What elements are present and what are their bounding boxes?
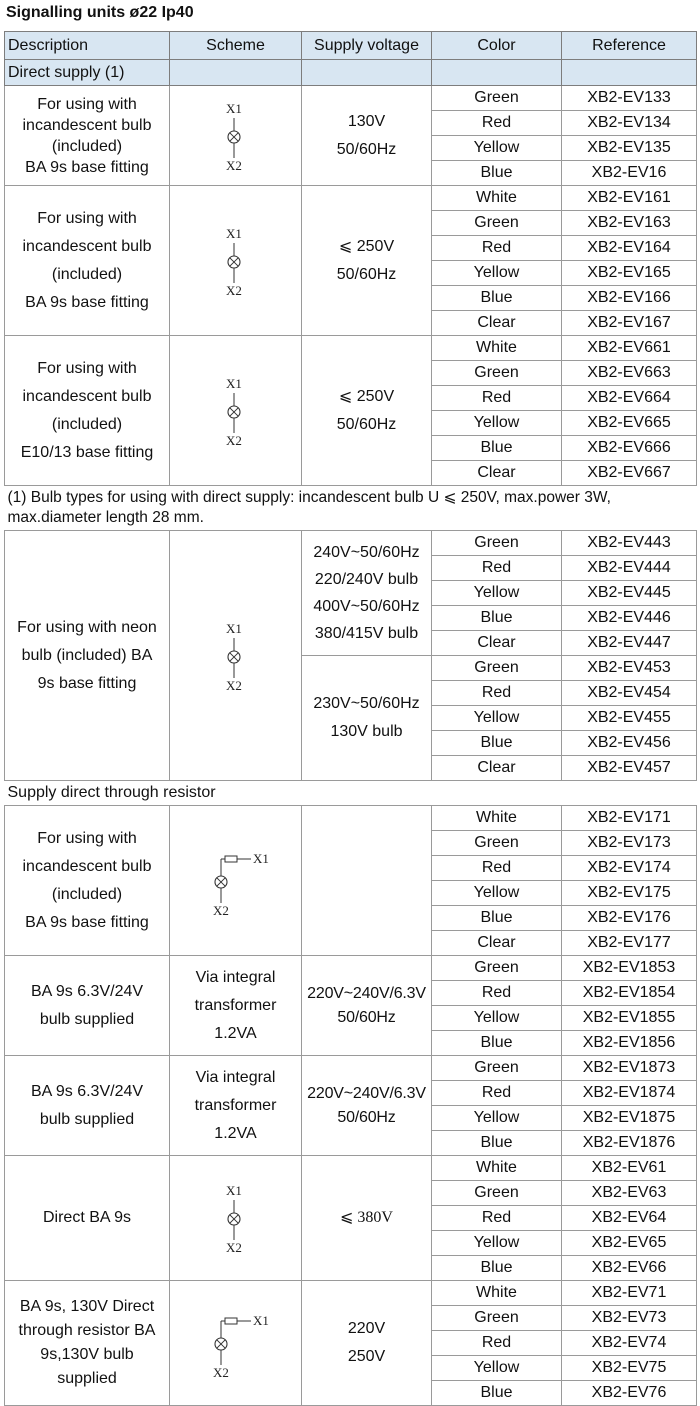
scheme-cell bbox=[170, 336, 302, 486]
color-cell: Red bbox=[432, 681, 562, 706]
reference-cell: XB2-EV177 bbox=[562, 931, 697, 956]
color-cell: Blue bbox=[432, 1031, 562, 1056]
color-cell: Blue bbox=[432, 1131, 562, 1156]
text-line: For using with bbox=[37, 209, 137, 227]
description-cell bbox=[5, 86, 170, 186]
text-line: ⩽ 380V bbox=[340, 1209, 393, 1226]
color-cell: Yellow bbox=[432, 581, 562, 606]
color-cell: Blue bbox=[432, 161, 562, 186]
color-cell: Red bbox=[432, 981, 562, 1006]
text-line: transformer bbox=[194, 996, 277, 1014]
color-cell: White bbox=[432, 1156, 562, 1181]
reference-cell: XB2-EV167 bbox=[562, 311, 697, 336]
supply-voltage-cell bbox=[302, 1281, 432, 1406]
x2-label: X2 bbox=[225, 432, 242, 448]
description-cell bbox=[5, 1056, 170, 1156]
table-row bbox=[5, 336, 697, 361]
reference-cell: XB2-EV1853 bbox=[562, 956, 697, 981]
supply-voltage-cell bbox=[302, 531, 432, 656]
color-cell: Yellow bbox=[432, 1006, 562, 1031]
supply-voltage-cell bbox=[302, 86, 432, 186]
reference-cell: XB2-EV76 bbox=[562, 1381, 697, 1406]
color-cell: Red bbox=[432, 856, 562, 881]
reference-cell: XB2-EV1855 bbox=[562, 1006, 697, 1031]
text-line: BA 9s base fitting bbox=[25, 913, 149, 931]
x2-label: X2 bbox=[225, 677, 242, 693]
text-line: supplied bbox=[57, 1370, 117, 1387]
reference-cell: XB2-EV1875 bbox=[562, 1106, 697, 1131]
header-color: Color bbox=[432, 32, 562, 60]
text-line: BA 9s 6.3V/24V bbox=[30, 1082, 144, 1100]
supply-voltage-cell bbox=[302, 956, 432, 1056]
description-cell bbox=[5, 336, 170, 486]
reference-cell: XB2-EV1854 bbox=[562, 981, 697, 1006]
text-line: 400V~50/60Hz bbox=[313, 598, 420, 615]
color-cell: White bbox=[432, 1281, 562, 1306]
reference-cell: XB2-EV135 bbox=[562, 136, 697, 161]
color-cell: Green bbox=[432, 531, 562, 556]
text-line: 50/60Hz bbox=[337, 1008, 396, 1026]
color-cell: Clear bbox=[432, 461, 562, 486]
text-line: 50/60Hz bbox=[336, 140, 397, 158]
lamp-scheme-icon bbox=[201, 221, 271, 301]
color-cell: Yellow bbox=[432, 261, 562, 286]
reference-cell: XB2-EV65 bbox=[562, 1231, 697, 1256]
color-cell: Yellow bbox=[432, 1356, 562, 1381]
table-row bbox=[5, 956, 697, 981]
text-line: 380/415V bulb bbox=[314, 625, 419, 642]
table-row bbox=[5, 86, 697, 111]
text-line: incandescent bulb bbox=[22, 387, 152, 405]
color-cell: Green bbox=[432, 1056, 562, 1081]
table-row bbox=[5, 1156, 697, 1181]
text-line: 220/240V bulb bbox=[314, 571, 419, 588]
color-cell: Red bbox=[432, 236, 562, 261]
color-cell: Green bbox=[432, 656, 562, 681]
x1-label: X1 bbox=[225, 375, 242, 391]
resistor-lamp-scheme-icon bbox=[201, 1303, 271, 1383]
reference-cell: XB2-EV457 bbox=[562, 756, 697, 781]
color-cell: Yellow bbox=[432, 706, 562, 731]
color-cell: Yellow bbox=[432, 881, 562, 906]
color-cell: Blue bbox=[432, 286, 562, 311]
reference-cell: XB2-EV61 bbox=[562, 1156, 697, 1181]
reference-cell: XB2-EV663 bbox=[562, 361, 697, 386]
text-line: Direct BA 9s bbox=[42, 1209, 132, 1226]
x2-label: X2 bbox=[212, 902, 229, 918]
color-cell: White bbox=[432, 336, 562, 361]
reference-cell: XB2-EV75 bbox=[562, 1356, 697, 1381]
reference-cell: XB2-EV165 bbox=[562, 261, 697, 286]
reference-cell: XB2-EV66 bbox=[562, 1256, 697, 1281]
x1-label: X1 bbox=[252, 850, 269, 866]
table-row bbox=[5, 1281, 697, 1306]
reference-cell: XB2-EV455 bbox=[562, 706, 697, 731]
x1-label: X1 bbox=[252, 1313, 269, 1328]
header-reference: Reference bbox=[562, 32, 697, 60]
reference-cell: XB2-EV134 bbox=[562, 111, 697, 136]
color-cell: Yellow bbox=[432, 1106, 562, 1131]
x1-label: X1 bbox=[225, 1183, 242, 1198]
scheme-cell bbox=[170, 956, 302, 1056]
text-line: 50/60Hz bbox=[336, 415, 397, 433]
text-line: 230V~50/60Hz bbox=[313, 695, 420, 712]
table-row bbox=[5, 186, 697, 211]
reference-cell: XB2-EV444 bbox=[562, 556, 697, 581]
text-line: E10/13 base fitting bbox=[20, 443, 154, 461]
supply-voltage-cell bbox=[302, 806, 432, 956]
text-line: 130V bbox=[347, 112, 386, 130]
reference-cell: XB2-EV666 bbox=[562, 436, 697, 461]
reference-cell: XB2-EV173 bbox=[562, 831, 697, 856]
text-line: For using with neon bbox=[17, 618, 157, 636]
color-cell: Green bbox=[432, 1181, 562, 1206]
color-cell: Green bbox=[432, 1306, 562, 1331]
description-cell bbox=[5, 956, 170, 1056]
text-line: BA 9s 6.3V/24V bbox=[30, 982, 144, 1000]
text-line: 9s base fitting bbox=[37, 674, 137, 692]
reference-cell: XB2-EV1874 bbox=[562, 1081, 697, 1106]
reference-cell: XB2-EV661 bbox=[562, 336, 697, 361]
text-line: 50/60Hz bbox=[336, 265, 397, 283]
text-line: ⩽ 250V bbox=[338, 237, 395, 255]
x1-label: X1 bbox=[225, 225, 242, 241]
text-line: BA 9s, 130V Direct bbox=[19, 1298, 155, 1315]
reference-cell: XB2-EV1876 bbox=[562, 1131, 697, 1156]
reference-cell: XB2-EV175 bbox=[562, 881, 697, 906]
reference-cell: XB2-EV16 bbox=[562, 161, 697, 186]
text-line: (included) bbox=[51, 885, 123, 903]
text-line: 50/60Hz bbox=[337, 1108, 396, 1126]
text-line: bulb (included) BA bbox=[21, 646, 153, 664]
description-cell bbox=[5, 1156, 170, 1281]
text-line: 130V bulb bbox=[330, 723, 403, 740]
table-row bbox=[5, 806, 697, 831]
color-cell: Red bbox=[432, 1206, 562, 1231]
scheme-cell bbox=[170, 531, 302, 781]
reference-cell: XB2-EV166 bbox=[562, 286, 697, 311]
x2-label: X2 bbox=[225, 282, 242, 298]
footnote-row bbox=[5, 486, 697, 531]
section-row bbox=[5, 60, 697, 86]
text-line: (included) bbox=[51, 415, 123, 433]
reference-cell: XB2-EV73 bbox=[562, 1306, 697, 1331]
scheme-cell bbox=[170, 1056, 302, 1156]
color-cell: Red bbox=[432, 1331, 562, 1356]
lamp-scheme-icon bbox=[201, 1178, 271, 1258]
supply-voltage-cell bbox=[302, 1056, 432, 1156]
color-cell: Red bbox=[432, 111, 562, 136]
header-description: Description bbox=[5, 32, 170, 60]
signalling-units-table bbox=[4, 31, 697, 1406]
reference-cell: XB2-EV456 bbox=[562, 731, 697, 756]
description-cell bbox=[5, 531, 170, 781]
reference-cell: XB2-EV1873 bbox=[562, 1056, 697, 1081]
reference-cell: XB2-EV63 bbox=[562, 1181, 697, 1206]
text-line: incandescent bulb bbox=[22, 116, 152, 134]
text-line: For using with bbox=[37, 829, 137, 847]
reference-cell: XB2-EV664 bbox=[562, 386, 697, 411]
color-cell: White bbox=[432, 806, 562, 831]
color-cell: Clear bbox=[432, 756, 562, 781]
scheme-cell bbox=[170, 86, 302, 186]
page-title: Signalling units ø22 Ip40 bbox=[6, 4, 194, 21]
text-line: Via integral bbox=[195, 968, 276, 986]
reference-cell: XB2-EV64 bbox=[562, 1206, 697, 1231]
reference-cell: XB2-EV667 bbox=[562, 461, 697, 486]
reference-cell: XB2-EV74 bbox=[562, 1331, 697, 1356]
resistor-symbol bbox=[225, 1318, 237, 1324]
text-line: bulb supplied bbox=[39, 1010, 135, 1028]
section-row bbox=[5, 781, 697, 806]
color-cell: Blue bbox=[432, 606, 562, 631]
supply-voltage-cell bbox=[302, 186, 432, 336]
x2-label: X2 bbox=[212, 1365, 229, 1380]
resistor-symbol bbox=[225, 856, 237, 862]
reference-cell: XB2-EV1856 bbox=[562, 1031, 697, 1056]
scheme-cell bbox=[170, 1156, 302, 1281]
color-cell: Red bbox=[432, 386, 562, 411]
reference-cell: XB2-EV443 bbox=[562, 531, 697, 556]
section-direct-supply: Direct supply (1) bbox=[5, 60, 170, 86]
color-cell: Green bbox=[432, 361, 562, 386]
text-line: (included) bbox=[51, 137, 123, 155]
lamp-scheme-icon bbox=[201, 371, 271, 451]
color-cell: Green bbox=[432, 831, 562, 856]
section-supply-direct-through-resistor: Supply direct through resistor bbox=[5, 781, 697, 806]
color-cell: Yellow bbox=[432, 136, 562, 161]
header-scheme: Scheme bbox=[170, 32, 302, 60]
color-cell: Green bbox=[432, 211, 562, 236]
reference-cell: XB2-EV174 bbox=[562, 856, 697, 881]
color-cell: Blue bbox=[432, 1381, 562, 1406]
color-cell: Clear bbox=[432, 311, 562, 336]
color-cell: Blue bbox=[432, 906, 562, 931]
color-cell: Yellow bbox=[432, 1231, 562, 1256]
text-line: through resistor BA bbox=[18, 1322, 156, 1339]
text-line: Via integral bbox=[195, 1068, 276, 1086]
text-line: bulb supplied bbox=[39, 1110, 135, 1128]
text-line: ⩽ 250V bbox=[338, 387, 395, 405]
color-cell: Red bbox=[432, 1081, 562, 1106]
text-line: 240V~50/60Hz bbox=[313, 544, 420, 561]
x2-label: X2 bbox=[225, 1240, 242, 1255]
x1-label: X1 bbox=[225, 100, 242, 116]
header-supply-voltage: Supply voltage bbox=[302, 32, 432, 60]
reference-cell: XB2-EV447 bbox=[562, 631, 697, 656]
scheme-cell bbox=[170, 806, 302, 956]
color-cell: White bbox=[432, 186, 562, 211]
reference-cell: XB2-EV176 bbox=[562, 906, 697, 931]
description-cell bbox=[5, 1281, 170, 1406]
description-cell bbox=[5, 186, 170, 336]
text-line: 1.2VA bbox=[214, 1124, 257, 1142]
reference-cell: XB2-EV161 bbox=[562, 186, 697, 211]
color-cell: Green bbox=[432, 956, 562, 981]
lamp-scheme-icon bbox=[201, 616, 271, 696]
text-line: incandescent bulb bbox=[22, 237, 152, 255]
reference-cell: XB2-EV454 bbox=[562, 681, 697, 706]
text-line: 220V bbox=[347, 1320, 386, 1337]
text-line: 220V~240V/6.3V bbox=[307, 1084, 426, 1102]
table-row bbox=[5, 531, 697, 556]
color-cell: Blue bbox=[432, 731, 562, 756]
text-line: transformer bbox=[194, 1096, 277, 1114]
text-line: incandescent bulb bbox=[22, 857, 152, 875]
x2-label: X2 bbox=[225, 157, 242, 173]
color-cell: Yellow bbox=[432, 411, 562, 436]
lamp-scheme-icon bbox=[201, 96, 271, 176]
reference-cell: XB2-EV163 bbox=[562, 211, 697, 236]
description-cell bbox=[5, 806, 170, 956]
reference-cell: XB2-EV665 bbox=[562, 411, 697, 436]
reference-cell: XB2-EV453 bbox=[562, 656, 697, 681]
color-cell: Blue bbox=[432, 1256, 562, 1281]
table-row bbox=[5, 1056, 697, 1081]
scheme-cell bbox=[170, 186, 302, 336]
x1-label: X1 bbox=[225, 620, 242, 636]
color-cell: Green bbox=[432, 86, 562, 111]
text-line: BA 9s base fitting bbox=[25, 158, 149, 176]
text-line: (included) bbox=[51, 265, 123, 283]
table-header-row bbox=[5, 32, 697, 60]
reference-cell: XB2-EV71 bbox=[562, 1281, 697, 1306]
text-line: 220V~240V/6.3V bbox=[307, 984, 426, 1002]
color-cell: Blue bbox=[432, 436, 562, 461]
text-line: BA 9s base fitting bbox=[25, 293, 149, 311]
reference-cell: XB2-EV445 bbox=[562, 581, 697, 606]
supply-voltage-cell bbox=[302, 336, 432, 486]
color-cell: Clear bbox=[432, 931, 562, 956]
reference-cell: XB2-EV171 bbox=[562, 806, 697, 831]
supply-voltage-cell bbox=[302, 656, 432, 781]
text-line: For using with bbox=[37, 95, 137, 113]
text-line: 9s,130V bulb bbox=[40, 1346, 134, 1363]
text-line: For using with bbox=[37, 359, 137, 377]
scheme-cell bbox=[170, 1281, 302, 1406]
resistor-lamp-scheme-icon bbox=[201, 841, 271, 921]
reference-cell: XB2-EV446 bbox=[562, 606, 697, 631]
color-cell: Clear bbox=[432, 631, 562, 656]
reference-cell: XB2-EV133 bbox=[562, 86, 697, 111]
reference-cell: XB2-EV164 bbox=[562, 236, 697, 261]
text-line: 250V bbox=[347, 1348, 386, 1365]
footnote: (1) Bulb types for using with direct supply: incandescent bulb U ⩽ 250V, max.power 3W, max.diameter length 28 mm. bbox=[5, 486, 697, 531]
color-cell: Red bbox=[432, 556, 562, 581]
supply-voltage-cell bbox=[302, 1156, 432, 1281]
text-line: 1.2VA bbox=[214, 1024, 257, 1042]
